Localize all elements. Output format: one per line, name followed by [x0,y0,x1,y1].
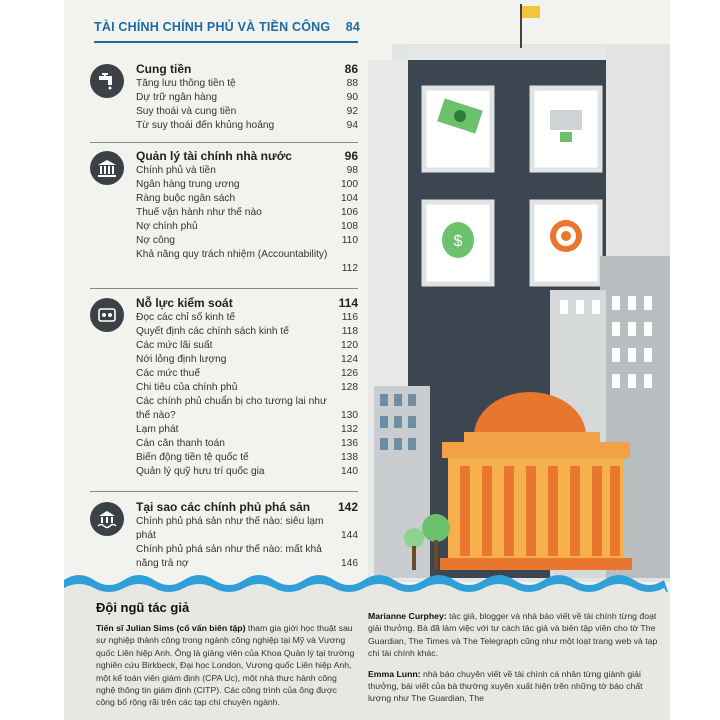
section-page: 142 [337,500,358,514]
section-divider [90,288,358,289]
toc-entry: Thuế vận hành như thế nào 106 [136,207,358,218]
toc-entry: Khả năng quy trách nhiệm (Accountability) 112 [136,249,358,274]
toc-entry: Ngân hàng trung ương 100 [136,179,358,190]
window-money [424,88,492,170]
toc-heading-title: TÀI CHÍNH CHÍNH PHỦ VÀ TIỀN CÔNG [94,20,331,34]
toc-entry: Các mức thuế 126 [136,368,358,379]
toc-entry: Chính phủ phá sản như thế nào: siêu lạm phát 144 [136,516,358,541]
author-name: Tiến sĩ Julian Sims (cố vấn biên tập) [96,623,246,633]
team-heading: Đội ngũ tác giả [96,600,190,615]
author-bio-text: tham gia giới học thuật sau sự nghiệp thành công trong ngành công nghiệp tại Mỹ và Vương quốc Liên hiệp Anh. Ông là giảng viên của Khoa Quản lý tại trường nghiên cứu Birkbeck, Đại học London, Vương quốc Liên hiệp Anh, một kế toán viên giám định (CPA Uc), một nhà thực hành công nghệ thông tin giám định (CITP). Các công trình của ông được công bố rộng rãi trên các tạp chí chuyên ngành. [96,623,355,708]
author-bio-block [368,668,664,705]
window-printer [532,88,600,170]
section-divider [90,491,358,492]
faucet-icon [90,64,124,98]
toc-heading [94,20,360,34]
section-page: 86 [344,62,358,76]
author-bio-block [368,610,664,660]
toc-entry: Suy thoái và cung tiền 92 [136,106,358,117]
book-page [64,0,670,720]
toc-entry: Đọc các chỉ số kinh tế 116 [136,312,358,323]
toc-entry: Các chính phủ chuẩn bị cho tương lai như thế nào? 130 [136,396,358,421]
toc-entry: Chi tiêu của chính phủ 128 [136,382,358,393]
bank-building-icon [90,151,124,185]
author-name: Emma Lunn: [368,668,421,679]
toc-entry: Dự trữ ngân hàng 90 [136,92,358,103]
section-page: 96 [344,149,358,163]
author-bio-text: nhà báo chuyên viết về tài chính cá nhân từng giành giải thưởng, bài viết của bà thường xuyên xuất hiện trên những tờ báo chất lượng như The Guardian, The [368,668,643,704]
author-bio-text: tác giả, blogger và nhà báo viết về tài chính từng đoạt giải thưởng. Bà đã làm việc với tư cách tác giả và biên tập viên cho tờ The Guardian, The Times và The Telegraph cũng như một loạt trang web và tạp chí tài chính khác. [368,611,658,659]
section-title: Nỗ lực kiểm soát [136,296,233,310]
toc-entry: Nợ chính phủ 108 [136,221,358,232]
section-divider [90,142,358,143]
toc-entry: Ràng buộc ngân sách 104 [136,193,358,204]
toc-entry: Chính phủ và tiền 98 [136,165,358,176]
svg-text:$: $ [453,233,463,250]
tower-roof [408,46,606,60]
section-page: 114 [338,296,358,310]
flagpole [520,4,522,48]
tree [422,514,450,542]
toc-entry: Biến động tiền tệ quốc tế 138 [136,452,358,463]
toc-entry: Các mức lãi suất 120 [136,340,358,351]
author-name: Marianne Curphey: [368,611,447,621]
toc-entry: Nới lỏng định lượng 124 [136,354,358,365]
toc-entry: Lạm phát 132 [136,424,358,435]
toc-entry: Nợ công 110 [136,235,358,246]
toc-entry: Chính phủ phá sản như thế nào: mất khả năng trả nợ 146 [136,544,358,569]
left-building [374,386,430,578]
bank-roof [442,442,630,458]
toc-entry: Quyết định các chính sách kinh tế 118 [136,326,358,337]
control-panel-icon [90,298,124,332]
section-title: Quản lý tài chính nhà nước [136,149,292,163]
author-team-section [64,592,670,720]
toc-entry: Cán cân thanh toán 136 [136,438,358,449]
flag [522,6,540,18]
toc-entry: Từ suy thoái đến khủng hoảng 94 [136,120,358,131]
section-title: Cung tiền [136,62,192,76]
author-bio-left [96,622,358,709]
toc-entry: Tăng lưu thông tiền tệ 88 [136,78,358,89]
toc-entry: Quản lý quỹ hưu trí quốc gia 140 [136,466,358,477]
window-target [532,202,600,284]
tree [404,528,424,548]
section-title: Tại sao các chính phủ phá sản [136,500,311,514]
author-bio-right [368,610,664,705]
city-illustration [364,0,670,582]
toc-heading-page: 84 [345,20,360,34]
toc-heading-rule [94,41,358,43]
bank-steps [440,558,632,570]
window-money-bag [424,202,492,284]
sinking-bank-icon [90,502,124,536]
